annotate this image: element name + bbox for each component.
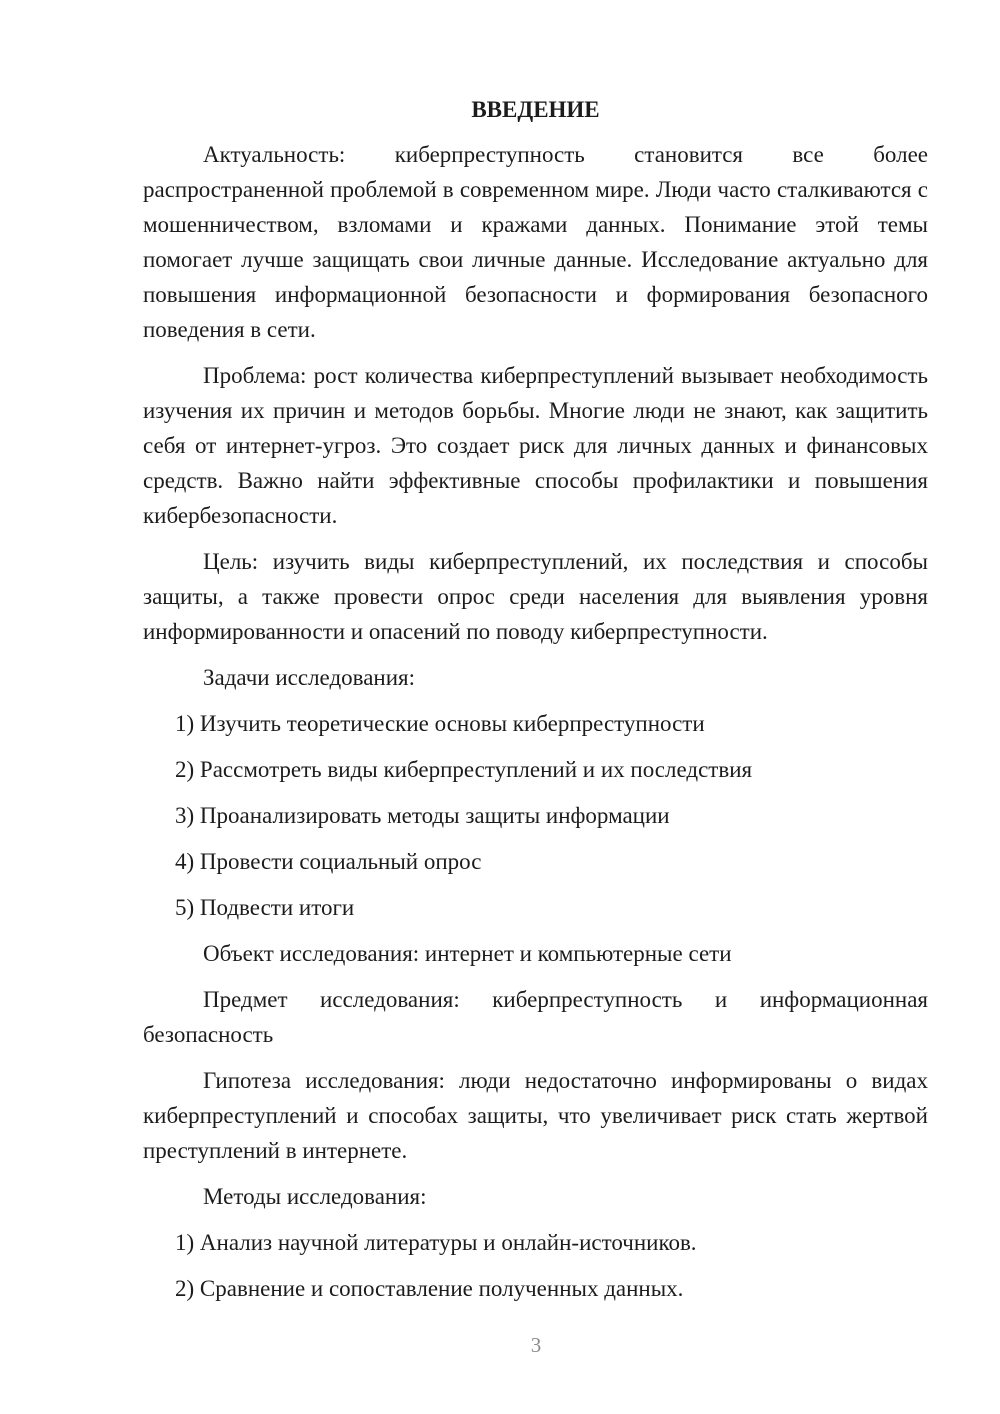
methods-heading: Методы исследования: [203,1184,427,1209]
method-item: 1) Анализ научной литературы и онлайн-источников. [175,1230,697,1255]
relevance-paragraph: Актуальность: киберпреступность становится все более распространенной проблемой в современном мире. Люди часто сталкиваются с мошенничеством, взломами и кражами данных. Понимание этой темы помогает лучше защищать свои личные данные. Исследование актуально для повышения информационной безопасности и формирования безопасного поведения в сети. [143,142,928,342]
tasks-list [143,706,928,925]
goal-paragraph: Цель: изучить виды киберпреступлений, их последствия и способы защиты, а также провести опрос среди населения для выявления уровня информированности и опасений по поводу киберпреступности. [143,549,928,644]
method-item: 2) Сравнение и сопоставление полученных данных. [175,1276,684,1301]
task-item: 3) Проанализировать методы защиты информации [175,803,670,828]
page-content [143,92,928,1317]
page-number: 3 [530,1333,542,1357]
methods-list [143,1225,928,1306]
task-item: 5) Подвести итоги [175,895,355,920]
tasks-heading: Задачи исследования: [203,665,416,690]
subject-paragraph: Предмет исследования: киберпреступность и информационная безопасность [143,987,928,1047]
task-item: 2) Рассмотреть виды киберпреступлений и их последствия [175,757,753,782]
task-item: 1) Изучить теоретические основы киберпреступности [175,711,705,736]
problem-paragraph: Проблема: рост количества киберпреступлений вызывает необходимость изучения их причин и методов борьбы. Многие люди не знают, как защитить себя от интернет-угроз. Это создает риск для личных данных и финансовых средств. Важно найти эффективные способы профилактики и повышения кибербезопасности. [143,363,928,528]
hypothesis-paragraph: Гипотеза исследования: люди недостаточно информированы о видах киберпреступлений и способах защиты, что увеличивает риск стать жертвой преступлений в интернете. [143,1068,928,1163]
task-item: 4) Провести социальный опрос [175,849,482,874]
section-title: ВВЕДЕНИЕ [471,97,600,122]
object-paragraph: Объект исследования: интернет и компьютерные сети [203,941,732,966]
